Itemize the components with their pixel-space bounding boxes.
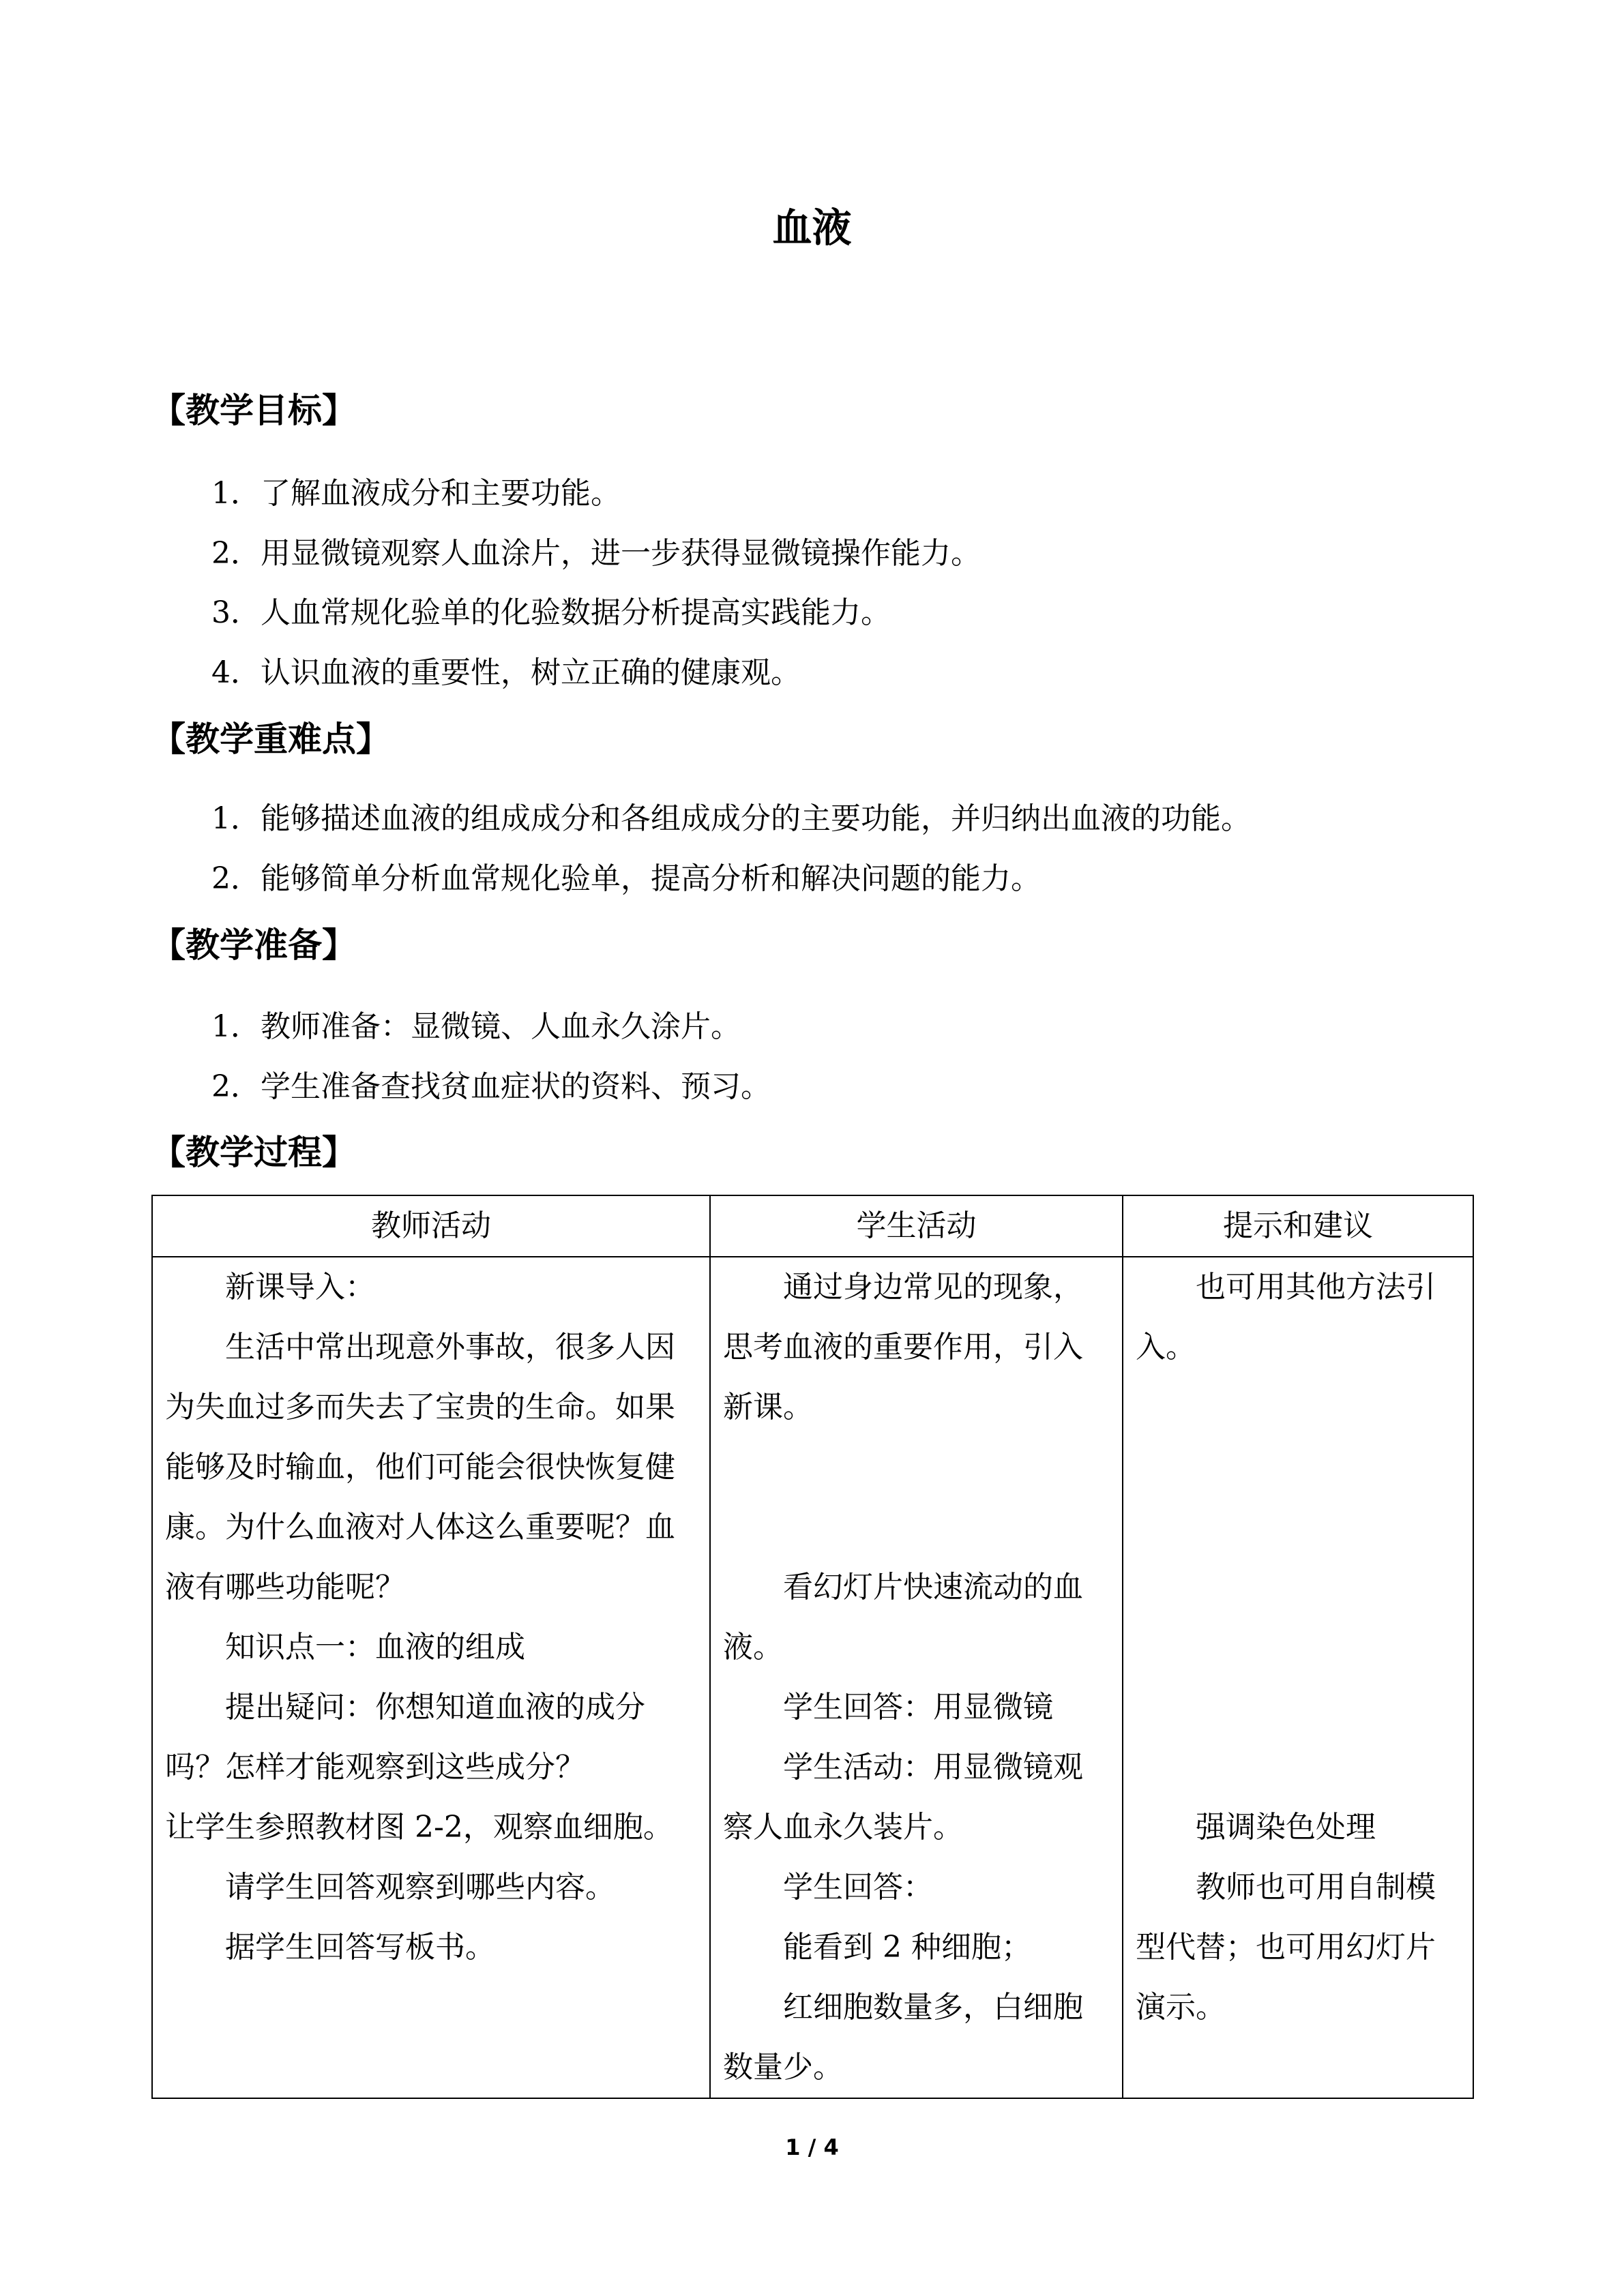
objectives-heading: 【教学目标】: [151, 391, 356, 430]
student-paragraph: 红细胞数量多，白细胞数量少。: [723, 1990, 1083, 2085]
spacer: [723, 1437, 1110, 1557]
teacher-paragraph: 请学生回答观察到哪些内容。: [225, 1870, 615, 1905]
student-paragraph: 能看到 2 种细胞；: [783, 1930, 1031, 1965]
objective-item: 3．人血常规化验单的化验数据分析提高实践能力。: [211, 595, 891, 630]
tips-cell: [1123, 1257, 1473, 2098]
tips-paragraph: 教师也可用自制模型代替；也可用幻灯片演示。: [1136, 1870, 1436, 2025]
page-number: 1 / 4: [785, 2134, 839, 2160]
key-points-heading: 【教学重难点】: [151, 719, 390, 759]
tips-paragraph: 强调染色处理: [1196, 1810, 1376, 1845]
preparation-item: 2．学生准备查找贫血症状的资料、预习。: [211, 1069, 771, 1104]
teacher-paragraph: 生活中常出现意外事故，很多人因为失血过多而失去了宝贵的生命。如果能够及时输血，他们可能会很快恢复健康。为什么血液对人体这么重要呢？血液有哪些功能呢？: [165, 1330, 675, 1605]
preparation-heading: 【教学准备】: [151, 925, 356, 965]
objective-item: 1．了解血液成分和主要功能。: [211, 476, 621, 511]
table-header-row: [152, 1195, 1473, 1257]
teacher-paragraph: 知识点一：血液的组成: [225, 1630, 525, 1665]
table-row: [152, 1257, 1473, 2098]
header-tips: 提示和建议: [1123, 1195, 1473, 1257]
key-point-item: 2．能够简单分析血常规化验单，提高分析和解决问题的能力。: [211, 861, 1041, 896]
student-paragraph: 学生回答：: [783, 1870, 933, 1905]
objective-item: 4．认识血液的重要性，树立正确的健康观。: [211, 655, 801, 690]
spacer: [1136, 1377, 1460, 1798]
page-title: 血液: [772, 205, 852, 251]
student-paragraph: 看幻灯片快速流动的血液。: [723, 1570, 1083, 1665]
preparation-item: 1．教师准备：显微镜、人血永久涂片。: [211, 1009, 741, 1044]
teacher-activity-cell: [152, 1257, 710, 2098]
student-paragraph: 学生回答：用显微镜: [783, 1690, 1053, 1725]
header-student-activity: 学生活动: [710, 1195, 1123, 1257]
teacher-paragraph: 新课导入：: [225, 1270, 375, 1304]
tips-paragraph: 也可用其他方法引入。: [1136, 1270, 1436, 1365]
process-table: [151, 1195, 1474, 2099]
student-activity-cell: [710, 1257, 1123, 2098]
student-paragraph: 学生活动：用显微镜观察人血永久装片。: [723, 1750, 1083, 1845]
process-heading: 【教学过程】: [151, 1133, 356, 1172]
teacher-paragraph: 据学生回答写板书。: [225, 1930, 495, 1965]
teacher-paragraph: 让学生参照教材图 2-2，观察血细胞。: [165, 1810, 673, 1845]
teacher-paragraph: 提出疑问：你想知道血液的成分吗？怎样才能观察到这些成分？: [165, 1690, 645, 1785]
objective-item: 2．用显微镜观察人血涂片，进一步获得显微镜操作能力。: [211, 536, 981, 571]
student-paragraph: 通过身边常见的现象，思考血液的重要作用，引入新课。: [723, 1270, 1083, 1425]
key-point-item: 1．能够描述血液的组成成分和各组成成分的主要功能，并归纳出血液的功能。: [211, 801, 1251, 836]
header-teacher-activity: 教师活动: [152, 1195, 710, 1257]
